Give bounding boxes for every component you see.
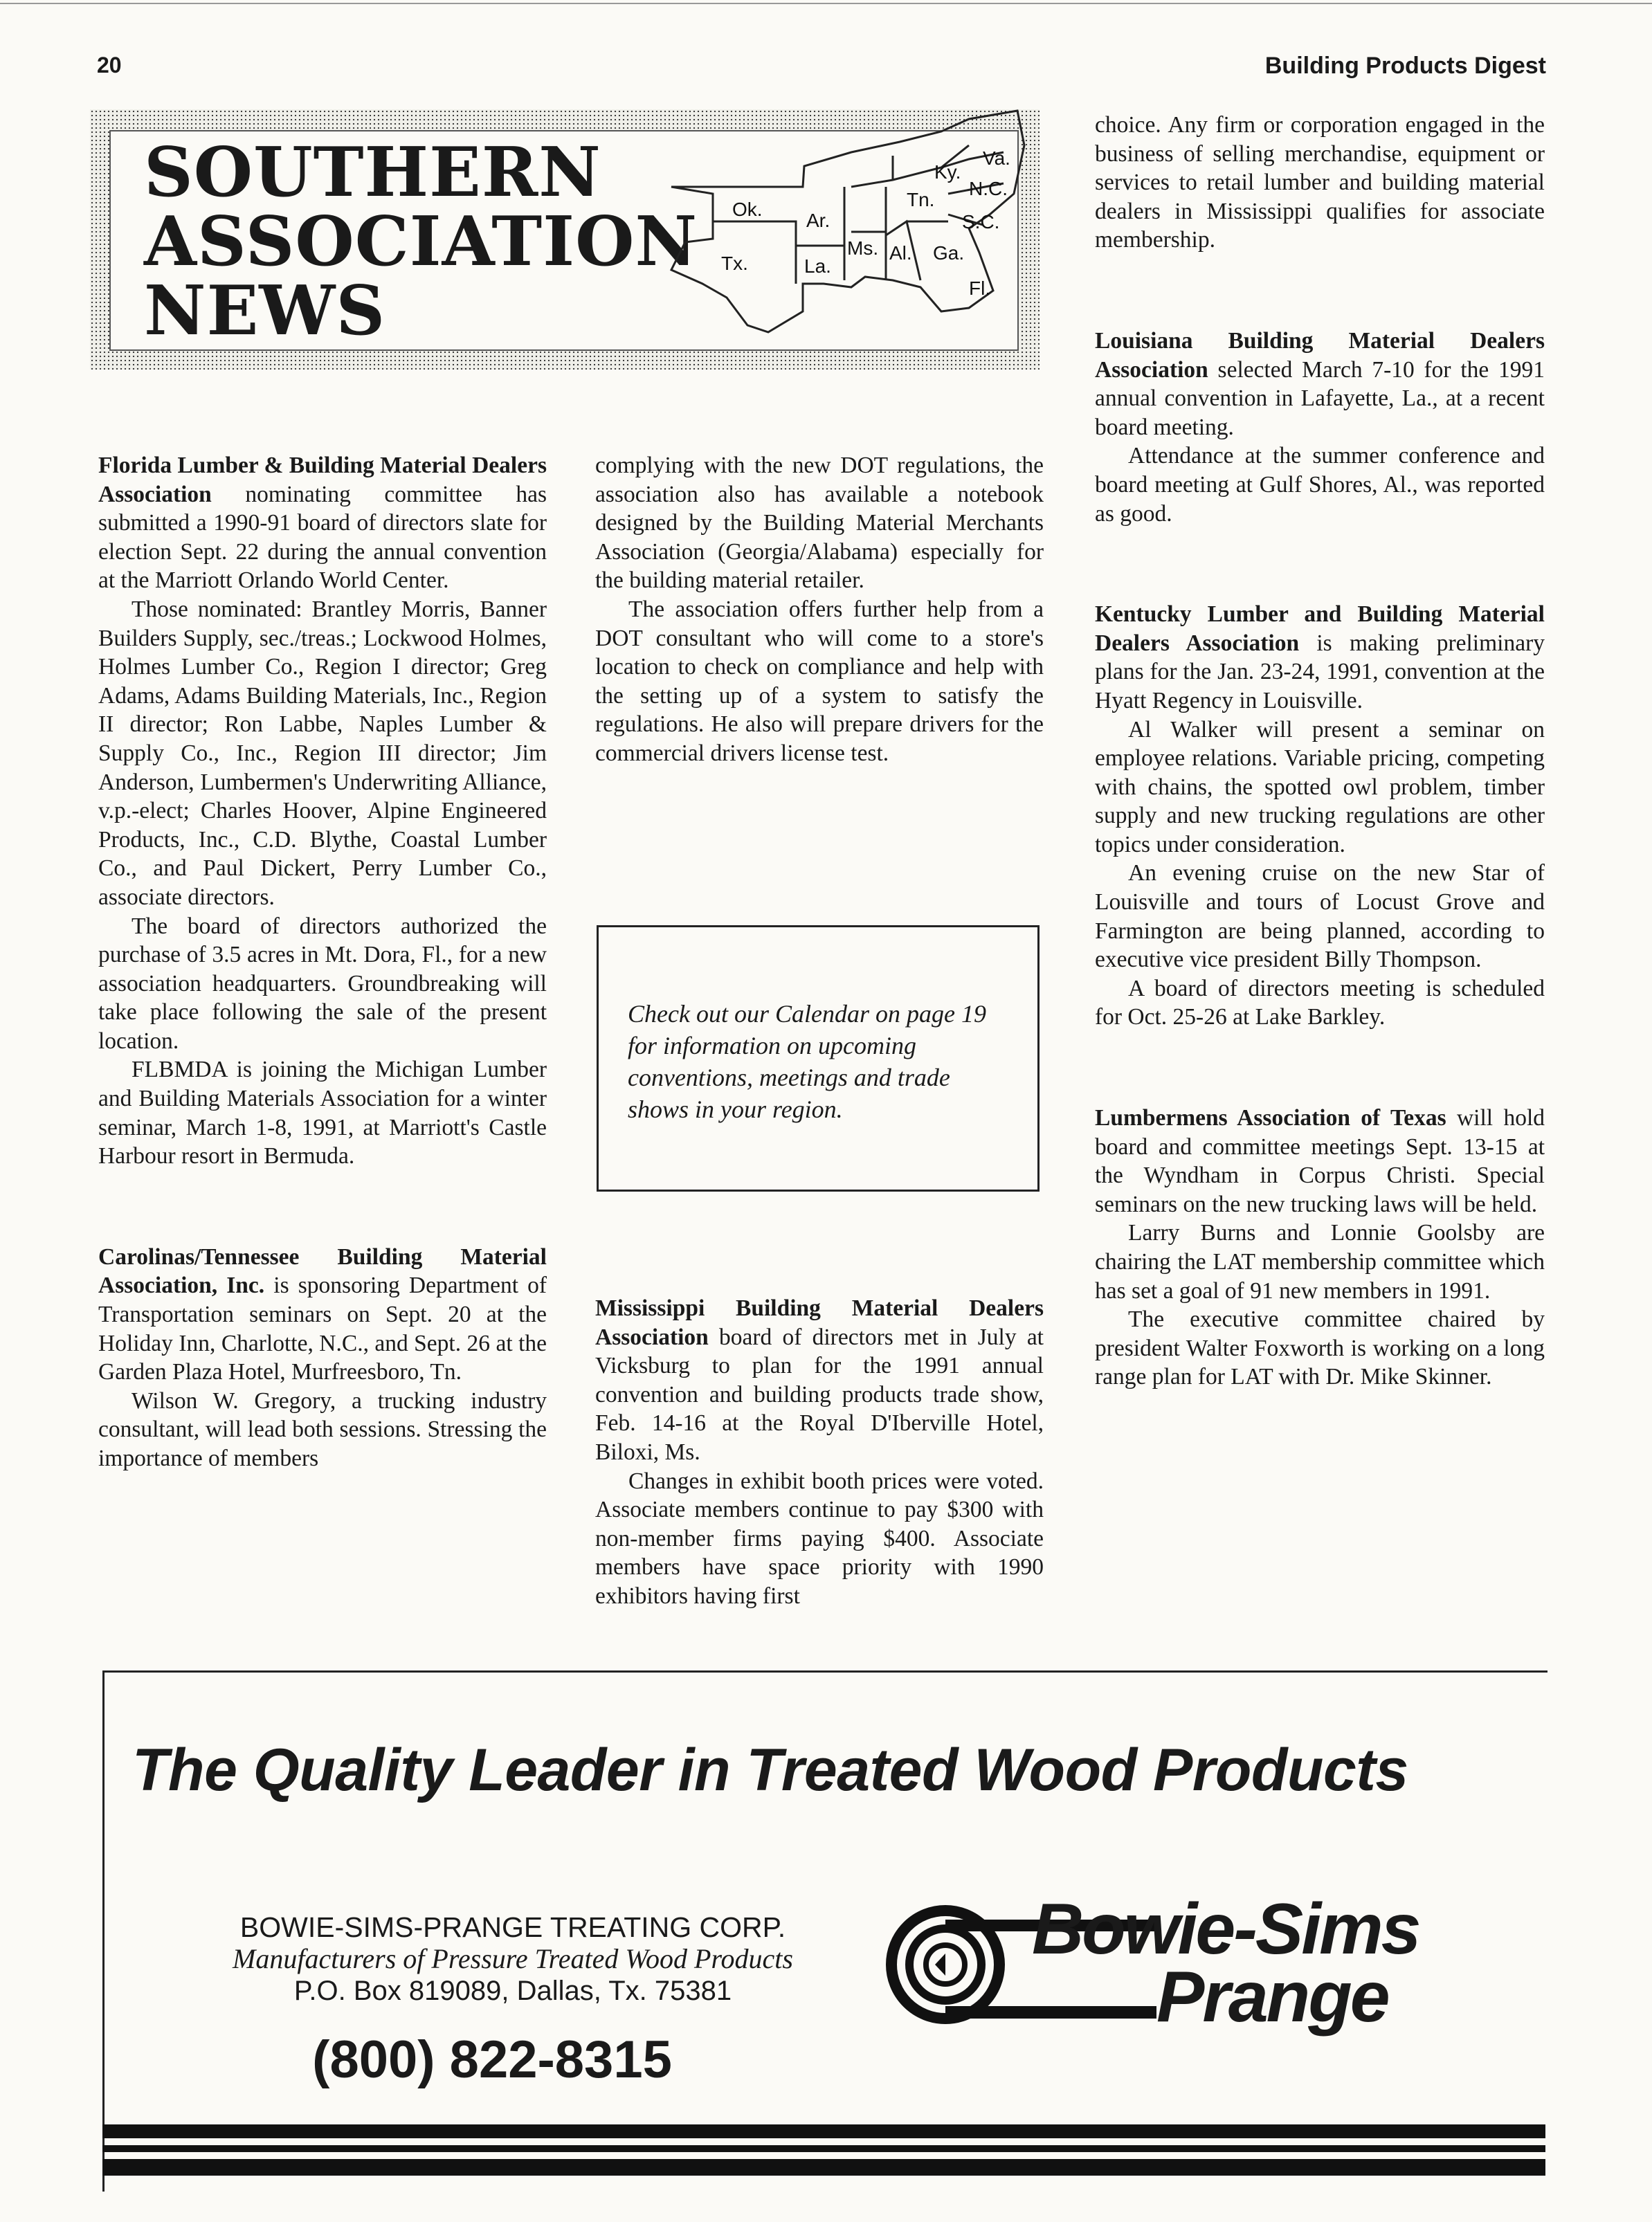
- company-logo: [880, 1889, 1558, 2037]
- spacer: [98, 1171, 547, 1243]
- advertisement: [102, 1670, 1547, 2192]
- spacer: [1095, 1032, 1545, 1104]
- texas-text-1: will hold board and committee meetings Sept. 13-15 at the Wyndham in Corpus Christi. Special seminars on the new trucking laws will be held.: [1095, 1105, 1545, 1217]
- mississippi-paragraph-1: [595, 1294, 1044, 1467]
- ad-headline: The Quality Leader in Treated Wood Products: [132, 1737, 1408, 1803]
- kentucky-paragraph-2: Al Walker will present a seminar on employee relations. Variable pricing, competing with chains, the spotted owl problem, timber supply and new trucking regulations are other topics under consideration.: [1095, 716, 1545, 857]
- state-label-ms: Ms.: [847, 237, 879, 259]
- column-2-lower: [595, 1294, 1044, 1611]
- state-label-al: Al.: [889, 242, 912, 264]
- texas-paragraph-3: The executive committee chaired by president Walter Foxworth is working on a long range plan for LAT with Dr. Mike Skinner.: [1095, 1306, 1545, 1390]
- ad-rule-2: [102, 2145, 1545, 2152]
- florida-org-name: Florida Lumber & Building Material Dealers Association: [98, 453, 547, 507]
- mississippi-paragraph-2: Changes in exhibit booth prices were voted. Associate members continue to pay $300 with non-member firms paying $400. Associate members have space priority with 1990 exhibitors having first: [595, 1468, 1044, 1609]
- page-number: 20: [97, 53, 122, 78]
- kentucky-paragraph-3: An evening cruise on the new Star of Louisville and tours of Locust Grove and Farmington are being planned, according to executive vice president Billy Thompson.: [1095, 860, 1545, 973]
- section-banner: [90, 109, 1040, 370]
- header-rule: [0, 3, 1652, 4]
- carolinas-text-1: is sponsoring Department of Transportation seminars on Sept. 20 at the Holiday Inn, Charlotte, N.C., and Sept. 26 at the Garden Plaza Hotel, Murfreesboro, Tn.: [98, 1273, 547, 1385]
- column-1: [98, 451, 547, 1473]
- carolinas-paragraph-2: Wilson W. Gregory, a trucking industry consultant, will lead both sessions. Stressing the importance of members: [98, 1387, 547, 1471]
- kentucky-text-1: is making preliminary plans for the Jan. 23-24, 1991, convention at the Hyatt Regency in Louisville.: [1095, 630, 1545, 713]
- carolinas-paragraph-1: [98, 1243, 547, 1387]
- florida-paragraph-3: The board of directors authorized the purchase of 3.5 acres in Mt. Dora, Fl., for a new association headquarters. Groundbreaking will take place following the sale of the present location.: [98, 913, 547, 1054]
- state-label-tx: Tx.: [721, 253, 748, 274]
- mississippi-text-1: board of directors met in July at Vicksburg to plan for the 1991 annual convention and building products trade show, Feb. 14-16 at the Royal D'Iberville Hotel, Biloxi, Ms.: [595, 1324, 1044, 1465]
- calendar-callout-text: Check out our Calendar on page 19 for information on upcoming conventions, meetings and trade shows in your region.: [628, 1000, 986, 1123]
- state-label-ga: Ga.: [933, 242, 965, 264]
- ad-bottom-rules: [102, 2124, 1545, 2189]
- spacer: [1095, 255, 1545, 327]
- carolinas-org-name: Carolinas/Tennessee Building Material Association, Inc.: [98, 1244, 547, 1299]
- mississippi-continued-paragraph: choice. Any firm or corporation engaged in the business of selling merchandise, equipment or services to retail lumber and building material dealers in Mississippi qualifies for associate membership.: [1095, 112, 1545, 253]
- texas-org-name: Lumbermens Association of Texas: [1095, 1105, 1446, 1131]
- spacer: [1095, 528, 1545, 600]
- carolinas-continued-paragraph-1: complying with the new DOT regulations, the association also has available a notebook designed by the Building Material Merchants Association (Georgia/Alabama) especially for the building material retailer.: [595, 453, 1044, 594]
- state-label-nc: N.C.: [969, 178, 1008, 199]
- ad-rule-3: [102, 2159, 1545, 2176]
- state-label-tn: Tn.: [907, 189, 935, 210]
- logo-line-2: Prange: [1156, 1957, 1388, 2037]
- kentucky-paragraph-1: [1095, 600, 1545, 715]
- column-2: [595, 451, 1044, 768]
- kentucky-org-name: Kentucky Lumber and Building Material Dealers Association: [1095, 601, 1545, 656]
- logo-line-1: Bowie-Sims: [1032, 1889, 1419, 1969]
- calendar-callout-box: [597, 925, 1040, 1192]
- state-label-ok: Ok.: [732, 199, 763, 220]
- texas-paragraph-1: [1095, 1104, 1545, 1219]
- louisiana-paragraph-1: [1095, 327, 1545, 441]
- state-label-ky: Ky.: [934, 161, 961, 183]
- state-label-va: Va.: [983, 147, 1010, 169]
- banner-panel: [109, 130, 1019, 351]
- title-line-2: ASSOCIATION: [144, 202, 698, 282]
- florida-paragraph-4: FLBMDA is joining the Michigan Lumber and Building Materials Association for a winter seminar, March 1-8, 1991, at Marriott's Castle Harbour resort in Bermuda.: [98, 1057, 547, 1169]
- mississippi-org-name: Mississippi Building Material Dealers Association: [595, 1295, 1044, 1350]
- louisiana-paragraph-2: Attendance at the summer conference and board meeting at Gulf Shores, Al., was reported as good.: [1095, 443, 1545, 527]
- florida-paragraph-1: [98, 451, 547, 595]
- ad-rule-1: [102, 2124, 1545, 2138]
- section-title: [144, 133, 698, 351]
- louisiana-text-1: selected March 7-10 for the 1991 annual convention in Lafayette, La., at a recent board meeting.: [1095, 356, 1545, 440]
- ad-company-block: [105, 1911, 921, 2007]
- texas-paragraph-2: Larry Burns and Lonnie Goolsby are chairing the LAT membership committee which has set a goal of 91 new members in 1991.: [1095, 1220, 1545, 1304]
- florida-paragraph-2: Those nominated: Brantley Morris, Banner Builders Supply, sec./treas.; Lockwood Holmes, Holmes Lumber Co., Region I director; Greg Adams, Adams Building Materials, Inc., Region II director; Ron Labbe, Naples Lumber & Supply Co., Inc., Region III director; Jim Anderson, Lumbermen's Underwriting Alliance, v.p.-elect; Charles Hoover, Alpine Engineered Products, Inc., C.D. Blythe, Coastal Lumber Co., and Paul Dickert, Perry Lumber Co., associate directors.: [98, 596, 547, 910]
- kentucky-paragraph-4: A board of directors meeting is scheduled for Oct. 25-26 at Lake Barkley.: [1095, 975, 1545, 1030]
- title-line-3: NEWS: [144, 271, 386, 351]
- carolinas-continued-paragraph-2: The association offers further help from a DOT consultant who will come to a store's location to check on compliance and help with the setting up of a system to satisfy the regulations. He also will prepare drivers for the commercial drivers license test.: [595, 596, 1044, 766]
- publication-name: Building Products Digest: [1264, 53, 1546, 79]
- ad-company-name: BOWIE-SIMS-PRANGE TREATING CORP.: [239, 1911, 786, 1943]
- florida-text-1: nominating committee has submitted a 1990-91 board of directors slate for election Sept. 22 during the annual convention at the Marriott Orlando World Center.: [98, 481, 547, 594]
- state-label-la: La.: [804, 255, 831, 277]
- ad-address: P.O. Box 819089, Dallas, Tx. 75381: [293, 1976, 732, 2006]
- state-label-ar: Ar.: [806, 210, 830, 231]
- ad-tagline: Manufacturers of Pressure Treated Wood Products: [233, 1943, 793, 1974]
- column-3: [1095, 111, 1545, 1392]
- state-label-sc: S.C.: [962, 211, 1000, 233]
- louisiana-org-name: Louisiana Building Material Dealers Association: [1095, 327, 1545, 383]
- ad-phone-number: (800) 822-8315: [312, 2030, 672, 2089]
- southern-states-map: [644, 104, 1031, 353]
- state-label-fl: Fl.: [969, 277, 991, 299]
- title-line-1: SOUTHERN: [144, 133, 601, 212]
